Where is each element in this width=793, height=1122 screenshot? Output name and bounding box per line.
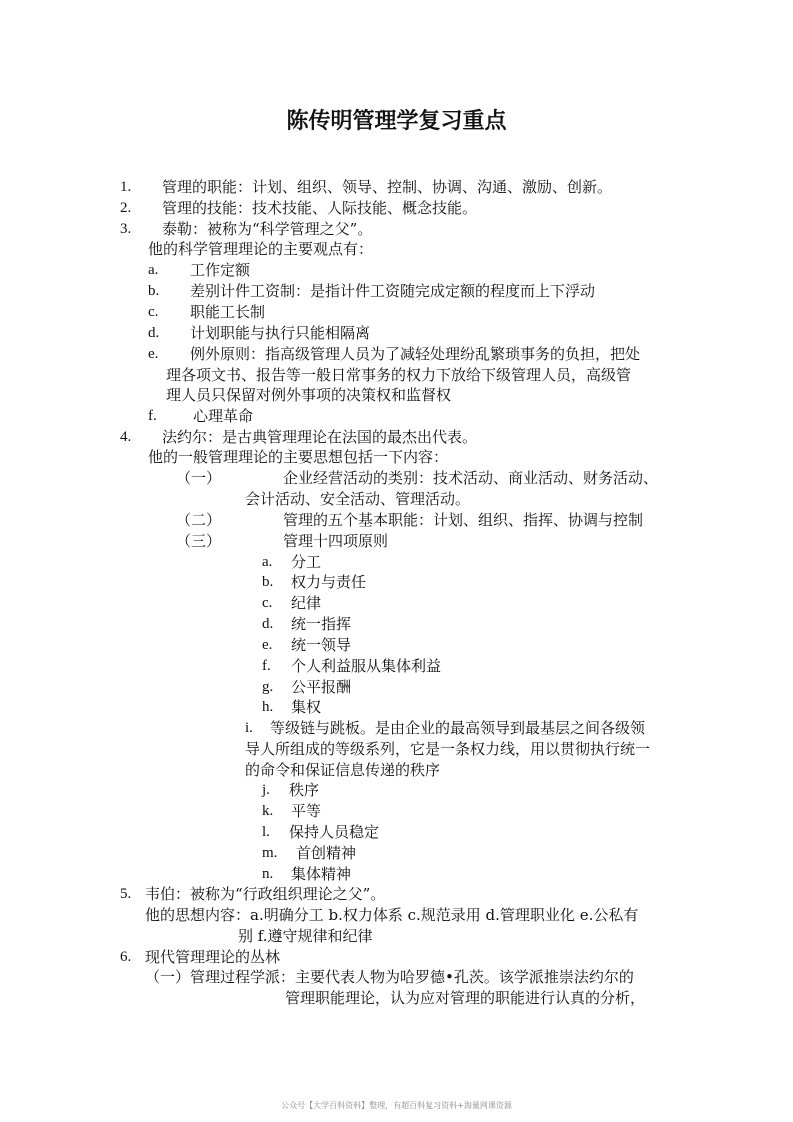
principle-text: 集权 <box>291 698 322 716</box>
part-text: 企业经营活动的类别：技术活动、商业活动、财务活动、 <box>283 469 659 487</box>
item-number: 1. <box>120 179 132 195</box>
principle-text: 保持人员稳定 <box>289 823 380 841</box>
principle-mark: m. <box>262 845 278 861</box>
sub-text: 计划职能与执行只能相隔离 <box>190 324 371 342</box>
document-title: 陈传明管理学复习重点 <box>286 109 507 134</box>
part-mark: （二） <box>176 511 222 529</box>
part-text-continued: 会计活动、安全活动、管理活动。 <box>245 490 471 508</box>
principle-text-continued: 导人所组成的等级系列，它是一条权力线，用以贯彻执行统一 <box>245 740 651 758</box>
principle-text: 纪律 <box>291 594 322 612</box>
item-text: 现代管理理论的丛林 <box>145 948 281 966</box>
principle-text: 统一指挥 <box>291 615 352 633</box>
principle-text: 个人利益服从集体利益 <box>291 657 442 675</box>
sub-text: 心理革命 <box>193 407 254 425</box>
principle-text-continued: 的命令和保证信息传递的秩序 <box>245 761 441 779</box>
principle-mark: f. <box>262 658 271 674</box>
sub-text-continued: 理各项文书、报告等一般日常事务的权力下放给下级管理人员，高级管 <box>166 366 632 384</box>
principle-mark: j. <box>262 782 270 798</box>
footer-note: 公众号【大学百科资料】整理，有超百科复习资料+海量网课资源 <box>281 1101 512 1110</box>
item-text: 泰勒：被称为“科学管理之父”。 <box>162 220 373 238</box>
sub-text-continued: 理人员只保留对例外事项的决策权和监督权 <box>166 386 452 404</box>
sub-mark: d. <box>148 325 160 341</box>
principle-text: 权力与责任 <box>291 573 367 591</box>
intro-text: 他的思想内容：a.明确分工 b.权力体系 c.规范录用 d.管理职业化 e.公私有 <box>145 906 639 924</box>
principle-mark: e. <box>262 637 273 653</box>
part-text: 管理十四项原则 <box>283 532 389 550</box>
sub-mark: b. <box>148 283 160 299</box>
item-text: 法约尔：是古典管理理论在法国的最杰出代表。 <box>162 428 478 446</box>
sub-text: 工作定额 <box>190 261 251 279</box>
principle-mark: k. <box>262 803 274 819</box>
principle-mark: n. <box>262 866 274 882</box>
part-text: 管理的五个基本职能：计划、组织、指挥、协调与控制 <box>283 511 644 529</box>
part-mark: （一） <box>176 469 222 487</box>
sub-text: 职能工长制 <box>190 303 266 321</box>
principle-text: 分工 <box>291 553 322 571</box>
intro-text: 他的一般管理理论的主要思想包括一下内容： <box>148 448 449 466</box>
item-number: 6. <box>120 949 132 965</box>
principle-mark: d. <box>262 616 274 632</box>
sub-mark: f. <box>148 408 157 424</box>
sub-text: 差别计件工资制：是指计件工资随完成定额的程度而上下浮动 <box>190 282 596 300</box>
sub-text: （一）管理过程学派：主要代表人物为哈罗德•孔茨。该学派推崇法约尔的 <box>145 968 634 986</box>
principle-mark: h. <box>262 699 274 715</box>
part-mark: （三） <box>176 532 222 550</box>
item-text: 管理的技能：技术技能、人际技能、概念技能。 <box>162 199 478 217</box>
principle-mark: c. <box>262 595 273 611</box>
item-number: 2. <box>120 200 132 216</box>
principle-text: 首创精神 <box>296 844 357 862</box>
principle-text: 平等 <box>291 802 322 820</box>
sub-text: 例外原则：指高级管理人员为了减轻处理纷乱繁琐事务的负担，把处 <box>190 345 641 363</box>
sub-mark: a. <box>148 262 159 278</box>
sub-mark: e. <box>148 346 159 362</box>
sub-mark: c. <box>148 304 159 320</box>
item-text: 韦伯：被称为“行政组织理论之父”。 <box>145 885 386 903</box>
item-number: 4. <box>120 429 132 445</box>
intro-text: 他的科学管理理论的主要观点有： <box>148 240 374 258</box>
principle-mark: l. <box>262 824 270 840</box>
intro-text-continued: 别 f.遵守规律和纪律 <box>238 927 373 945</box>
principle-mark: a. <box>262 554 273 570</box>
principle-text: 统一领导 <box>291 636 352 654</box>
principle-text: 秩序 <box>289 781 320 799</box>
principle-mark: b. <box>262 574 274 590</box>
item-number: 3. <box>120 221 132 237</box>
principle-text: 集体精神 <box>291 865 352 883</box>
principle-text: 公平报酬 <box>291 678 352 696</box>
sub-text-continued: 管理职能理论，认为应对管理的职能进行认真的分析， <box>285 989 646 1007</box>
principle-mark: i. <box>245 720 253 736</box>
principle-text: 等级链与跳板。是由企业的最高领导到最基层之间各级领 <box>270 719 646 737</box>
principle-mark: g. <box>262 679 274 695</box>
item-text: 管理的职能：计划、组织、领导、控制、协调、沟通、激励、创新。 <box>162 178 613 196</box>
item-number: 5. <box>120 886 132 902</box>
